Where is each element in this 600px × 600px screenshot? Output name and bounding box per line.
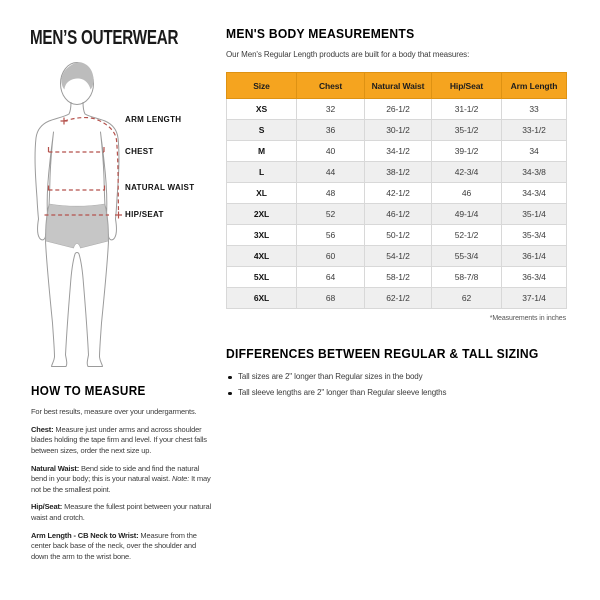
column-header-natural-waist: Natural Waist [365,73,432,99]
cell-size: M [227,141,297,162]
sizing-differences-section [226,346,566,397]
how-to-measure-heading: HOW TO MEASURE [31,383,146,398]
cell-waist: 62-1/2 [365,288,432,309]
table-row [227,246,567,267]
cell-size: 6XL [227,288,297,309]
cell-size: S [227,120,297,141]
cell-size: L [227,162,297,183]
measurements-heading: MEN'S BODY MEASUREMENTS [226,26,415,41]
cell-arm: 35-3/4 [502,225,567,246]
cell-arm: 35-1/4 [502,204,567,225]
cell-chest: 48 [297,183,365,204]
cell-waist: 42-1/2 [365,183,432,204]
cell-hip: 49-1/4 [432,204,502,225]
cell-size: XS [227,99,297,120]
cell-chest: 56 [297,225,365,246]
table-row [227,141,567,162]
cell-size: 4XL [227,246,297,267]
cell-arm: 34-3/8 [502,162,567,183]
cell-waist: 34-1/2 [365,141,432,162]
chest-line-end-ticks [49,147,105,152]
figure-label-hip-seat: HIP/SEAT [125,210,164,219]
cell-arm: 34-3/4 [502,183,567,204]
figure-label-chest: CHEST [125,147,154,156]
measure-chest-instructions [31,425,213,457]
column-header-hip-seat: Hip/Seat [432,73,502,99]
arm-length-measure-line [64,118,119,211]
cell-chest: 44 [297,162,365,183]
arm-instruction-label: Arm Length - CB Neck to Wrist: [31,530,139,540]
cell-waist: 38-1/2 [365,162,432,183]
table-row [227,162,567,183]
chest-instruction-label: Chest: [31,424,54,434]
figure-label-natural-waist: NATURAL WAIST [125,183,195,192]
sizing-difference-item: Tall sizes are 2" longer than Regular sizes in the body [226,372,566,381]
cell-waist: 26-1/2 [365,99,432,120]
hip-instruction-text: Measure the fullest point between your natural waist and crotch. [31,502,212,523]
cell-arm: 34 [502,141,567,162]
cell-hip: 62 [432,288,502,309]
size-chart-table [226,72,567,309]
sizing-differences-list [226,372,566,397]
table-header-row [227,73,567,99]
cell-waist: 50-1/2 [365,225,432,246]
waist-note-label: Note: [171,474,190,484]
measurements-section [226,26,566,404]
cell-arm: 36-3/4 [502,267,567,288]
cell-hip: 42-3/4 [432,162,502,183]
cell-size: 2XL [227,204,297,225]
cell-hip: 35-1/2 [432,120,502,141]
cell-waist: 54-1/2 [365,246,432,267]
arm-line-start-cross [61,118,68,125]
body-figure-illustration [20,58,215,370]
table-row [227,120,567,141]
column-header-size: Size [227,73,297,99]
cell-hip: 46 [432,183,502,204]
page-title-text: MEN’S OUTERWEAR [30,27,179,49]
measure-intro-text [31,407,213,418]
cell-hip: 39-1/2 [432,141,502,162]
table-row [227,288,567,309]
cell-hip: 31-1/2 [432,99,502,120]
cell-hip: 55-3/4 [432,246,502,267]
figure-shorts [46,204,108,248]
sizing-differences-heading: DIFFERENCES BETWEEN REGULAR & TALL SIZING [226,346,539,361]
cell-hip: 58-7/8 [432,267,502,288]
cell-chest: 32 [297,99,365,120]
table-row [227,225,567,246]
cell-chest: 60 [297,246,365,267]
how-to-measure-section [31,383,213,570]
cell-waist: 30-1/2 [365,120,432,141]
table-row [227,204,567,225]
measure-waist-instructions [31,464,213,496]
figure-label-arm-length: ARM LENGTH [125,115,182,124]
cell-waist: 58-1/2 [365,267,432,288]
hip-instruction-label: Hip/Seat: [31,502,63,512]
cell-size: 3XL [227,225,297,246]
waist-note-text: It may not be the smallest point. [31,474,211,494]
cell-chest: 40 [297,141,365,162]
cell-size: 5XL [227,267,297,288]
measure-intro: For best results, measure over your undergarments. [31,407,197,416]
cell-arm: 36-1/4 [502,246,567,267]
sizing-difference-item: Tall sleeve lengths are 2" longer than Regular sleeve lengths [226,388,566,397]
cell-chest: 68 [297,288,365,309]
cell-chest: 36 [297,120,365,141]
column-header-chest: Chest [297,73,365,99]
cell-chest: 64 [297,267,365,288]
measure-hip-instructions [31,502,213,523]
cell-arm: 37-1/4 [502,288,567,309]
measurements-footnote: *Measurements in inches [489,315,566,322]
waist-instruction-text: Bend side to side and find the natural bend in your body; this is your natural waist. [31,463,200,484]
arm-instruction-text: Measure from the center back base of the neck, over the shoulder and down the arm to the wrist bone. [31,530,197,562]
table-row [227,267,567,288]
page-title [30,27,225,50]
table-row [227,99,567,120]
waist-instruction-label: Natural Waist: [31,463,80,473]
cell-arm: 33-1/2 [502,120,567,141]
cell-waist: 46-1/2 [365,204,432,225]
body-measurement-diagram [20,58,215,370]
cell-hip: 52-1/2 [432,225,502,246]
column-header-arm-length: Arm Length [502,73,567,99]
measure-arm-instructions [31,531,213,563]
cell-chest: 52 [297,204,365,225]
cell-size: XL [227,183,297,204]
cell-arm: 33 [502,99,567,120]
table-row [227,183,567,204]
measurements-subheading: Our Men's Regular Length products are built for a body that measures: [226,50,470,59]
chest-instruction-text: Measure just under arms and across shoulder blades holding the tape firm and level. If your chest falls between sizes, order the next size up. [31,424,207,455]
